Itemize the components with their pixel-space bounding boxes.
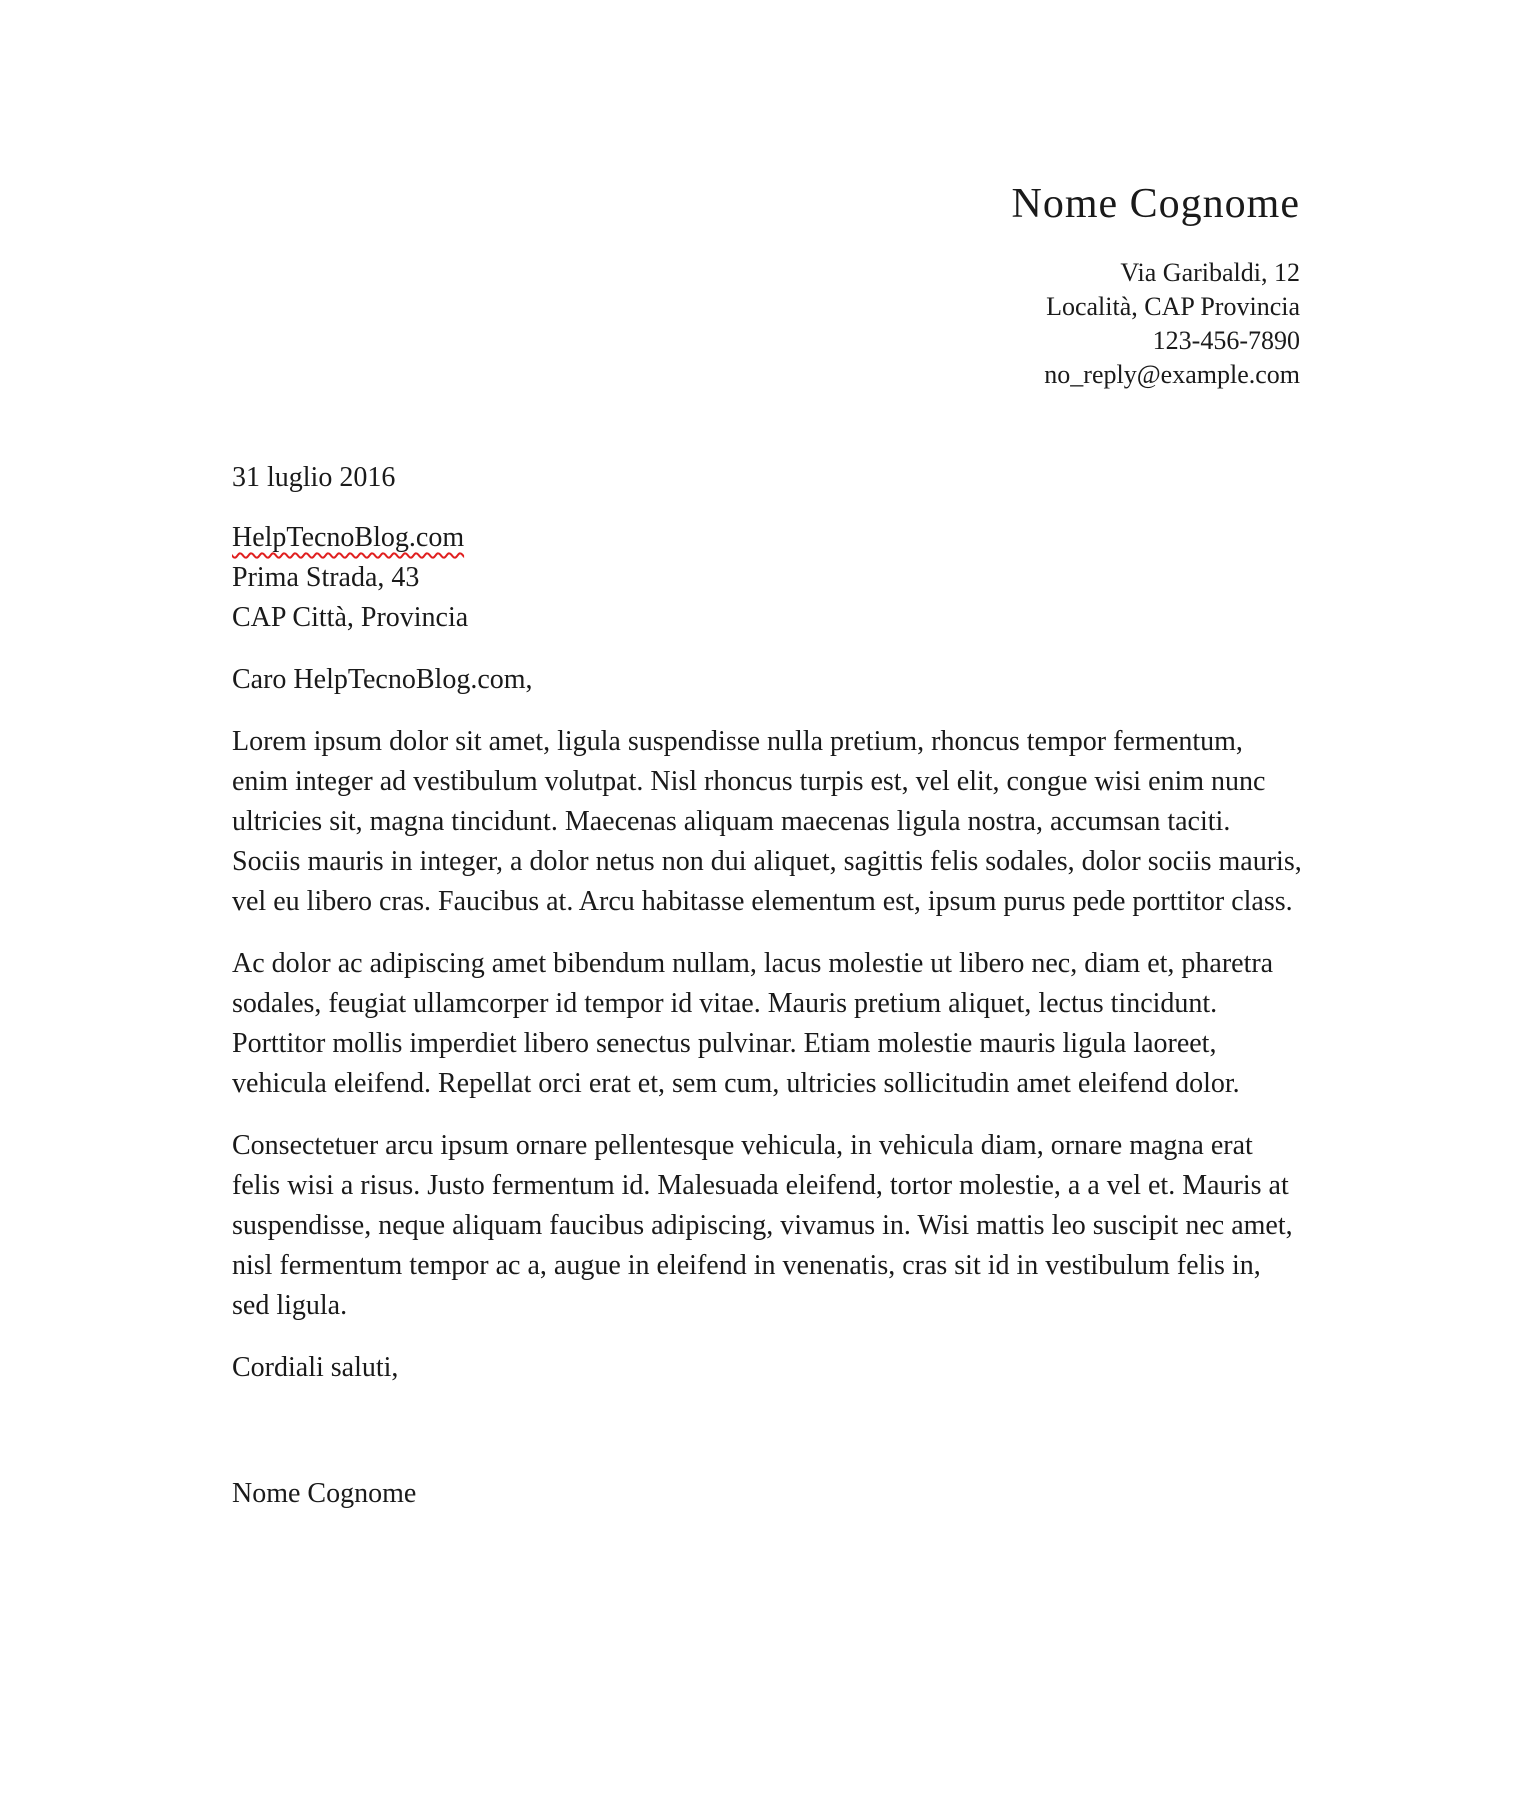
- sender-name: Nome Cognome: [1011, 181, 1300, 227]
- letter-body: [232, 458, 1302, 1514]
- recipient-name[interactable]: HelpTecnoBlog.com: [232, 522, 465, 553]
- sender-phone: 123-456-7890: [1152, 326, 1300, 355]
- sender-email: no_reply@example.com: [1044, 360, 1300, 389]
- body-paragraph-3: Consectetuer arcu ipsum ornare pellentesque vehicula, in vehicula diam, ornare magna erat felis wisi a risus. Justo fermentum id. Malesuada eleifend, tortor molestie, a a vel et. Mauris at suspendisse, neque aliquam faucibus adipiscing, vivamus in. Wisi mattis leo suscipit nec amet, nisl fermentum tempor ac a, augue in eleifend in venenatis, cras sit id in vestibulum felis in, sed ligula.: [232, 1130, 1293, 1321]
- body-paragraph-2: Ac dolor ac adipiscing amet bibendum nullam, lacus molestie ut libero nec, diam et, pharetra sodales, feugiat ullamcorper id tempor id vitae. Mauris pretium aliquet, lectus tincidunt. Porttitor mollis imperdiet libero senectus pulvinar. Etiam molestie mauris ligula laoreet, vehicula eleifend. Repellat orci erat et, sem cum, ultricies sollicitudin amet eleifend dolor.: [232, 948, 1274, 1099]
- closing: Cordiali saluti,: [232, 1352, 399, 1383]
- salutation: Caro HelpTecnoBlog.com,: [232, 664, 533, 695]
- sender-address-line2: Località, CAP Provincia: [1046, 292, 1300, 321]
- sender-address-line1: Via Garibaldi, 12: [1120, 258, 1300, 287]
- recipient-block: [232, 518, 1302, 638]
- recipient-address-line2: CAP Città, Provincia: [232, 602, 469, 633]
- body-paragraph-1: Lorem ipsum dolor sit amet, ligula suspendisse nulla pretium, rhoncus tempor fermentum, enim integer ad vestibulum volutpat. Nisl rhoncus turpis est, vel elit, congue wisi enim nunc ultricies sit, magna tincidunt. Maecenas aliquam maecenas ligula nostra, accumsan taciti. Sociis mauris in integer, a dolor netus non dui aliquet, sagittis felis sodales, dolor sociis mauris, vel eu libero cras. Faucibus at. Arcu habitasse elementum est, ipsum purus pede porttitor class.: [232, 726, 1302, 917]
- sender-block: [700, 178, 1300, 392]
- letter-date: 31 luglio 2016: [232, 462, 396, 493]
- recipient-address-line1: Prima Strada, 43: [232, 562, 420, 593]
- signature-name: Nome Cognome: [232, 1478, 417, 1509]
